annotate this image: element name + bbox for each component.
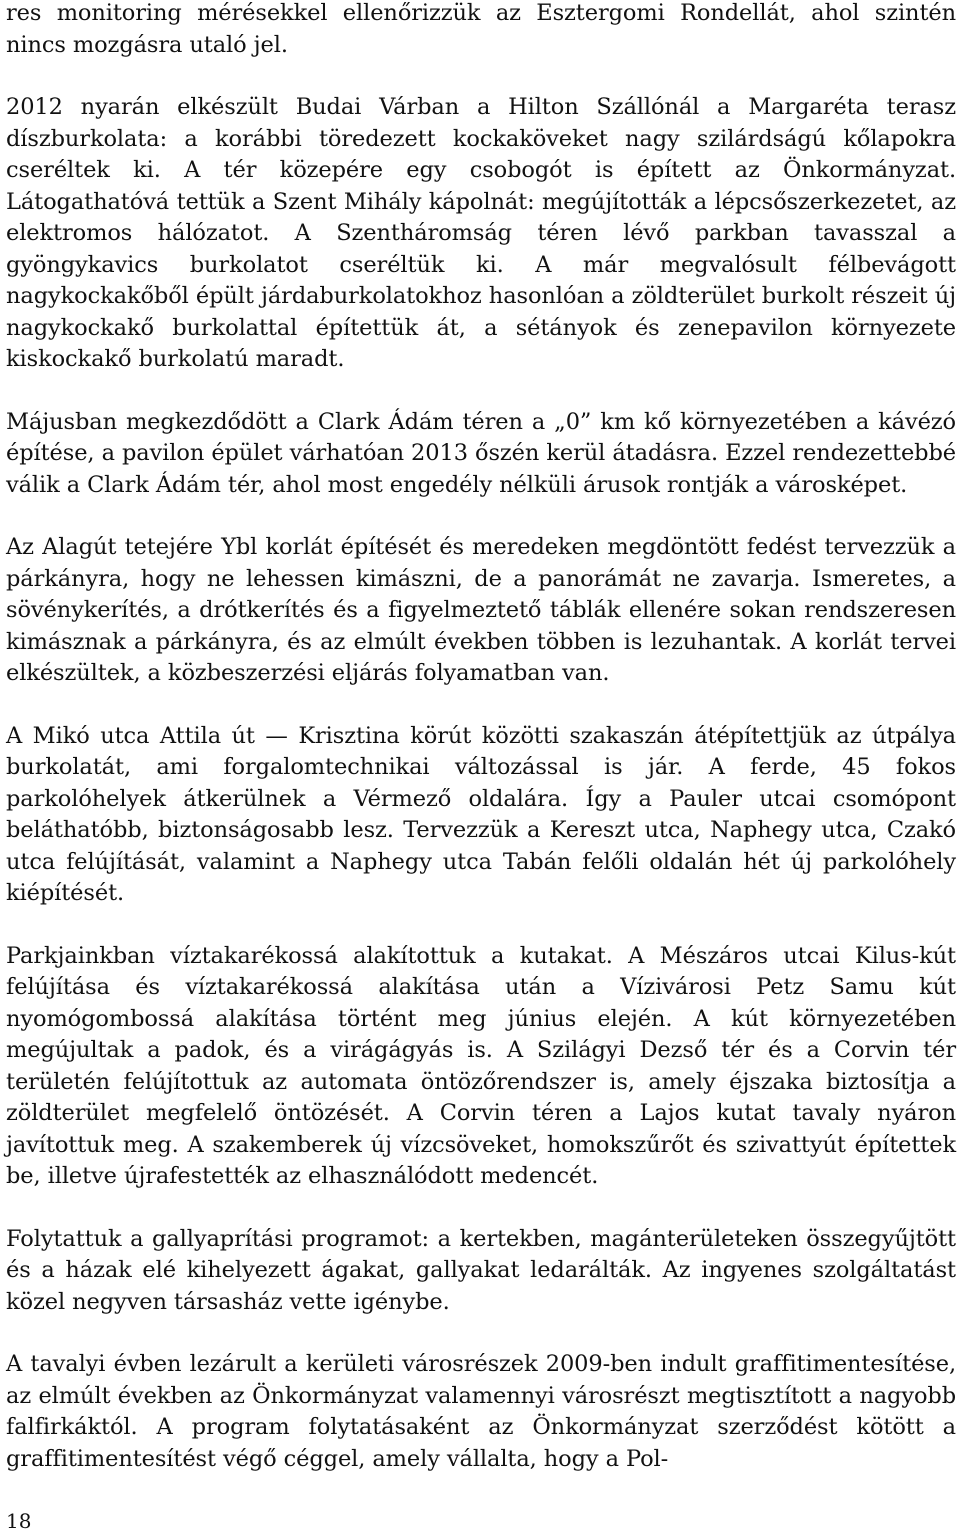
paragraph-gap — [6, 1193, 956, 1224]
paragraph-gap — [6, 376, 956, 407]
paragraph-gap — [6, 690, 956, 721]
paragraph-gap — [6, 61, 956, 92]
paragraph-budai-var: 2012 nyarán elkészült Budai Várban a Hilton Szállónál a Margaréta terasz díszburkolata: a korábbi töredezett kockaköveket nagy szilárdságú kőlapokra cseréltek ki. A tér közepére egy csobogót is épített az Önkormányzat. Látogathatóvá tettük a Szent Mihály kápolnát: megújították a lépcsőszerkezetet, az elektromos hálózatot. A Szentháromság téren lévő parkban tavasszal a gyöngykavics burkolatot cseréltük ki. A már megvalósult félbevágott nagykockakőből épült járdaburkolatokhoz hasonlóan a zöldterület burkolt részeit új nagykockakő burkolattal építettük át, a sétányok és zenepavilon környezete kiskockakő burkolatú maradt. — [6, 94, 956, 372]
paragraph-monitoring: res monitoring mérésekkel ellenőrizzük az Esztergomi Rondellát, ahol szintén nincs mozgásra utaló jel. — [6, 0, 956, 58]
page-number: 18 — [6, 1509, 32, 1533]
paragraph-gap — [6, 910, 956, 941]
document-page — [6, 0, 956, 1475]
paragraph-gap — [6, 1318, 956, 1349]
paragraph-alagut: Az Alagút tetejére Ybl korlát építését és meredeken megdöntött fedést tervezzük a párkányra, hogy ne lehessen kimászni, de a panorámát ne zavarja. Ismeretes, a sövénykerítés, a drótkerítés és a figyelmeztető táblák ellenére sokan rendszeresen kimásznak a párkányra, és az elmúlt években többen is lezuhantak. A korlát tervei elkészültek, a közbeszerzési eljárás folyamatban van. — [6, 534, 956, 686]
paragraph-gap — [6, 501, 956, 532]
paragraph-miko-utca: A Mikó utca Attila út — Krisztina körút közötti szakaszán átépítettjük az útpálya burkolatát, ami forgalomtechnikai változással is jár. A ferde, 45 fokos parkolóhelyek átkerülnek a Vérmező oldalára. Így a Pauler utcai csomópont beláthatóbb, biztonságosabb lesz. Tervezzük a Kereszt utca, Naphegy utca, Czakó utca felújítását, valamint a Naphegy utca Tabán felőli oldalán hét új parkolóhely kiépítését. — [6, 722, 956, 906]
paragraph-parkjaink: Parkjainkban víztakarékossá alakítottuk a kutakat. A Mészáros utcai Kilus-kút felújítása és víztakarékossá alakítása után a Vízivárosi Petz Samu kút nyomógombossá alakítása történt meg június elején. A kút környezetében megújultak a padok, és a virágágyás is. A Szilágyi Dezső tér és a Corvin tér területén felújítottuk az automata öntözőrendszer is, amely éjszaka biztosítja a zöldterület megfelelő öntözését. A Corvin téren a Lajos kutat tavaly nyáron javítottuk meg. A szakemberek új vízcsöveket, homokszűrőt és szivattyút építettek be, illetve újrafestették az elhasználódott medencét. — [6, 942, 956, 1189]
paragraph-gallyapritas: Folytattuk a gallyaprítási programot: a kertekben, magánterületeken összegyűjtött és a házak elé kihelyezett ágakat, gallyakat ledarálták. Az ingyenes szolgáltatást közel negyven társasház vette igénybe. — [6, 1225, 956, 1315]
paragraph-graffiti: A tavalyi évben lezárult a kerületi városrészek 2009-ben indult graffitimentesítése, az elmúlt években az Önkormányzat valamennyi városrészt megtisztított a nagyobb falfirkáktól. A program folytatásaként az Önkormányzat szerződést kötött a graffitimentesítést végő céggel, amely vállalta, hogy a Pol- — [6, 1351, 956, 1472]
paragraph-clark-adam: Májusban megkezdődött a Clark Ádám téren a „0” km kő környezetében a kávézó építése, a pavilon épület várhatóan 2013 őszén kerül átadásra. Ezzel rendezettebbé válik a Clark Ádám tér, ahol most engedély nélküli árusok rontják a városképet. — [6, 408, 956, 498]
